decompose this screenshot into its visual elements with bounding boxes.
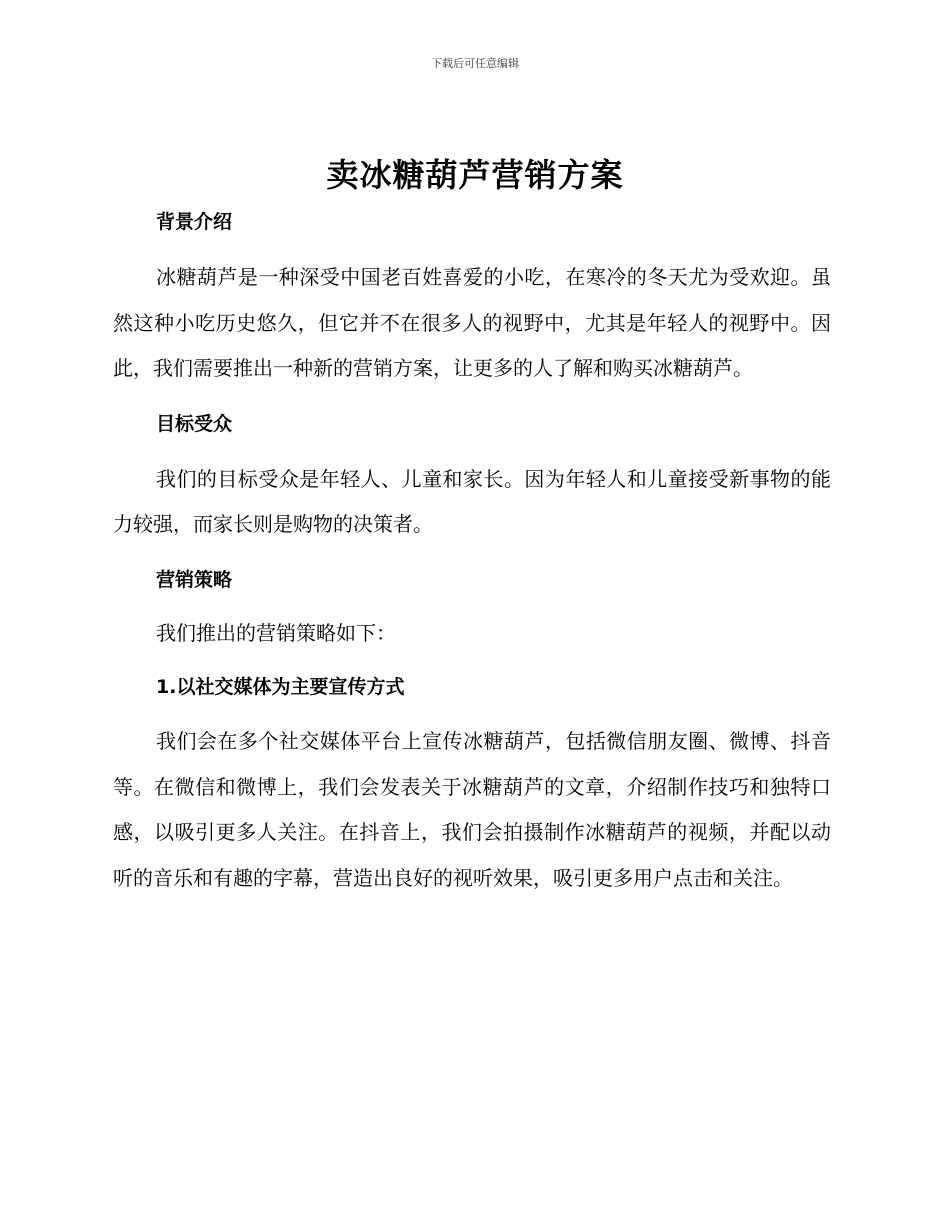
section-paragraph-marketing-strategy: 我们推出的营销策略如下： [156,620,396,645]
section-heading-background: 背景介绍 [156,211,233,233]
section-paragraph-background: 冰糖葫芦是一种深受中国老百姓喜爱的小吃，在寒冷的冬天尤为受欢迎。虽然这种小吃历史悠久，但它并不在很多人的视野中，尤其是年轻人的视野中。因此，我们需要推出一种新的营销方案，让更多的人了解和购买冰糖葫芦。 [113,265,831,380]
section-heading-social-media: 1.以社交媒体为主要宣传方式 [156,676,405,698]
document-body [113,204,831,901]
section-heading-target-audience: 目标受众 [156,412,233,435]
section-heading-marketing-strategy: 营销策略 [156,568,233,591]
document-title: 卖冰糖葫芦营销方案 [326,156,624,194]
header-note: 下载后可任意编辑 [431,57,519,70]
section-paragraph-target-audience: 我们的目标受众是年轻人、儿童和家长。因为年轻人和儿童接受新事物的能力较强，而家长则是购物的决策者。 [113,466,831,536]
section-paragraph-social-media: 我们会在多个社交媒体平台上宣传冰糖葫芦，包括微信朋友圈、微博、抖音等。在微信和微博上，我们会发表关于冰糖葫芦的文章，介绍制作技巧和独特口感，以吸引更多人关注。在抖音上，我们会拍摄制作冰糖葫芦的视频，并配以动听的音乐和有趣的字幕，营造出良好的视听效果，吸引更多用户点击和关注。 [113,729,831,890]
